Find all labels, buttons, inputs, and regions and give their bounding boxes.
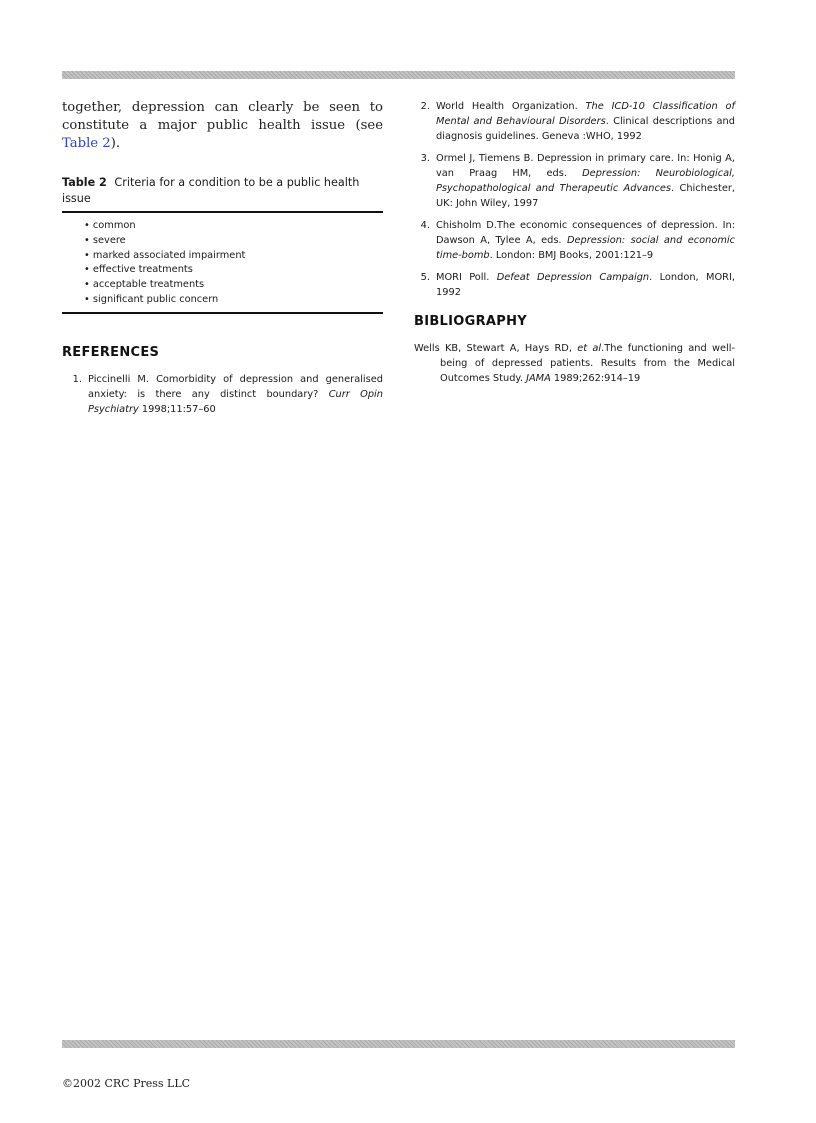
reference-text: Piccinelli M. Comorbidity of depression and generalised anxiety: is there any distinct boundary? bbox=[88, 373, 383, 400]
reference-citation: . London, MORI, 1992 bbox=[436, 272, 735, 298]
bibliography-title: .The functioning and well-being of depressed patients. Results from the Medical Outcomes Study. bbox=[440, 343, 735, 384]
reference-number: 5. bbox=[420, 272, 430, 283]
top-divider-band bbox=[62, 71, 735, 79]
bibliography-authors: Wells KB, Stewart A, Hays RD, bbox=[414, 343, 578, 354]
bibliography-section bbox=[414, 314, 735, 386]
reference-text: Ormel J, Tiemens B. Depression in primary care. In: Honig A, van Praag HM, eds. bbox=[436, 153, 735, 179]
bibliography-heading: BIBLIOGRAPHY bbox=[414, 314, 527, 329]
reference-item bbox=[414, 270, 735, 300]
reference-number: 3. bbox=[420, 153, 430, 164]
bibliography-journal: JAMA bbox=[526, 373, 551, 384]
left-column bbox=[62, 99, 383, 424]
references-section bbox=[62, 345, 383, 417]
reference-item bbox=[414, 151, 735, 211]
references-heading: REFERENCES bbox=[62, 344, 160, 360]
reference-title: Depression: Neurobiological, Psychopathological and Therapeutic Advances bbox=[436, 168, 736, 194]
reference-title: The ICD-10 Classification of Mental and Behavioural Disorders bbox=[436, 101, 735, 127]
bottom-divider-band bbox=[62, 1040, 735, 1048]
reference-number: 4. bbox=[420, 220, 430, 231]
list-item: • effective treatments bbox=[84, 263, 383, 278]
reference-number: 2. bbox=[420, 101, 430, 112]
reference-text: MORI Poll. bbox=[436, 272, 497, 283]
reference-item bbox=[62, 372, 383, 417]
list-item: • acceptable treatments bbox=[84, 278, 383, 293]
list-item: • common bbox=[84, 219, 383, 234]
references-list-left bbox=[62, 372, 383, 417]
table-caption-text: Criteria for a condition to be a public health issue bbox=[62, 176, 360, 205]
reference-title: Depression: social and economic time-bomb bbox=[436, 235, 735, 261]
reference-text: Chisholm D.The economic consequences of depression. In: Dawson A, Tylee A, eds. bbox=[436, 220, 735, 246]
reference-text: World Health Organization. bbox=[436, 101, 586, 112]
reference-title: Defeat Depression Campaign bbox=[496, 272, 650, 283]
table-bottom-rule bbox=[62, 312, 383, 314]
bibliography-citation: 1989;262:914–19 bbox=[550, 373, 641, 384]
list-item: • severe bbox=[84, 234, 383, 249]
table-caption bbox=[62, 175, 383, 207]
reference-citation: . Chichester, UK: John Wiley, 1997 bbox=[436, 183, 735, 209]
references-list-right bbox=[414, 99, 735, 300]
table-2-link[interactable]: Table 2 bbox=[62, 136, 111, 151]
reference-item bbox=[414, 99, 735, 144]
list-item: • significant public concern bbox=[84, 293, 383, 308]
reference-citation: 1998;11:57–60 bbox=[138, 403, 216, 415]
right-column bbox=[414, 99, 735, 386]
list-item: • marked associated impairment bbox=[84, 249, 383, 264]
table-2 bbox=[62, 175, 383, 314]
bibliography-entry bbox=[414, 341, 735, 386]
reference-item bbox=[414, 218, 735, 263]
reference-citation: . Clinical descriptions and diagnosis guidelines. Geneva :WHO, 1992 bbox=[436, 116, 735, 142]
intro-paragraph bbox=[62, 99, 383, 153]
reference-journal: Curr Opin Psychiatry bbox=[88, 388, 383, 415]
copyright-footer: ©2002 CRC Press LLC bbox=[62, 1077, 191, 1090]
criteria-list bbox=[62, 213, 383, 312]
reference-citation: . London: BMJ Books, 2001:121–9 bbox=[489, 250, 654, 261]
intro-text: together, depression can clearly be seen to constitute a major public health issue (see bbox=[62, 100, 383, 133]
intro-text-end: ). bbox=[110, 136, 121, 151]
reference-number: 1. bbox=[72, 373, 82, 385]
table-label: Table 2 bbox=[62, 176, 107, 189]
bibliography-etal: et al bbox=[577, 343, 602, 354]
